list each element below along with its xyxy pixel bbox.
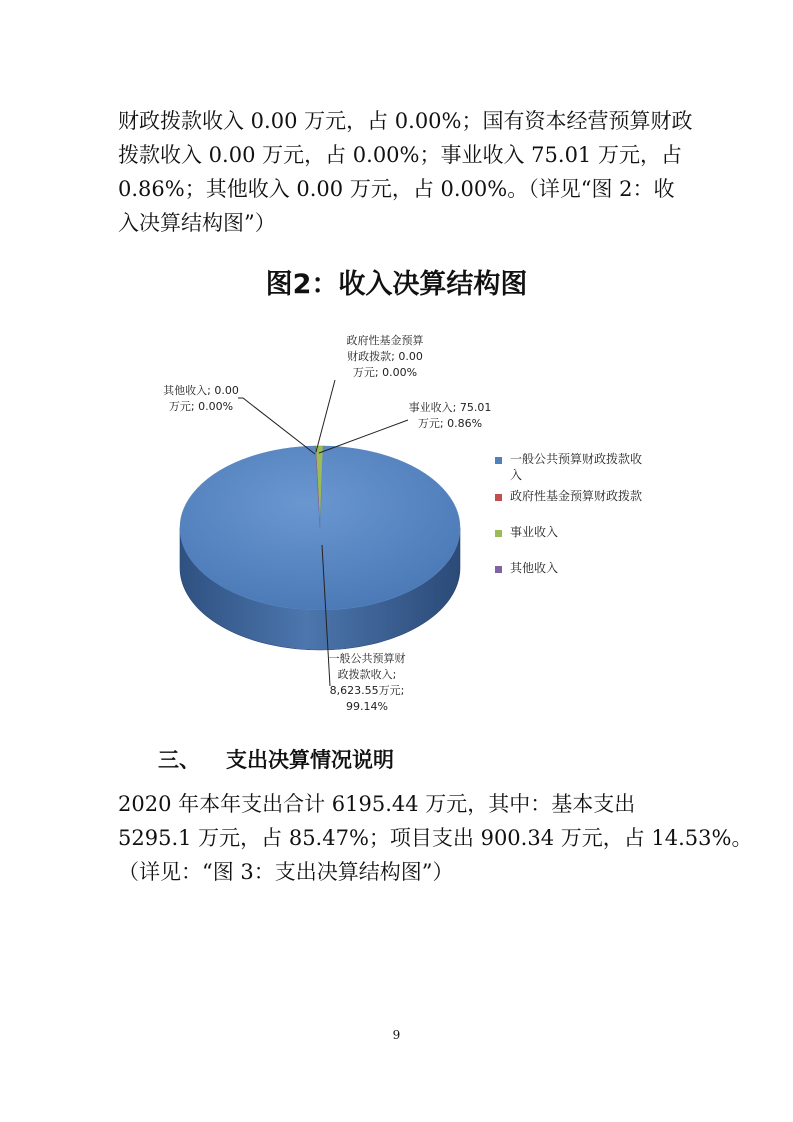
legend-label: 其他收入 <box>510 561 559 575</box>
paragraph-income-summary <box>118 104 693 240</box>
text-line: 5295.1 万元，占 85.47%；项目支出 900.34 万元，占 14.53%。 <box>118 826 753 850</box>
leader-other-income <box>238 398 315 454</box>
section-number: 三、 <box>158 748 200 772</box>
text-line: 入决算结构图”） <box>118 211 276 235</box>
legend-swatch <box>495 457 502 464</box>
label-gov-fund: 政府性基金预算财政拨款; 0.00 万元; 0.00% <box>346 334 424 379</box>
label-general-budget: 一般公共预算财政拨款收入; 8,623.55万元; 99.14% <box>328 652 406 713</box>
page-number: 9 <box>392 1028 401 1042</box>
legend-label: 事业收入 <box>510 525 559 539</box>
legend-item-general-budget <box>495 451 642 482</box>
legend-label: 一般公共预算财政拨款收入 <box>510 452 643 482</box>
text-line: 拨款收入 0.00 万元，占 0.00%；事业收入 75.01 万元，占 <box>118 143 682 167</box>
pie-body <box>180 446 460 650</box>
paragraph-expenditure-summary <box>118 787 753 889</box>
legend-swatch <box>495 494 502 501</box>
text-line: 2020 年本年支出合计 6195.44 万元，其中：基本支出 <box>118 792 636 816</box>
legend-item-business-income <box>495 524 558 539</box>
label-business-income: 事业收入; 75.01 万元; 0.86% <box>408 401 492 430</box>
income-pie-chart <box>0 300 793 740</box>
legend-label: 政府性基金预算财政拨款 <box>510 489 643 503</box>
section-title: 支出决算情况说明 <box>226 748 394 772</box>
legend-swatch <box>495 530 502 537</box>
leader-business-income <box>319 420 408 453</box>
chart-legend <box>495 451 642 575</box>
section-heading <box>158 744 394 774</box>
chart-title: 图2：收入决算结构图 <box>265 269 528 300</box>
label-other-income: 其他收入; 0.00 万元; 0.00% <box>163 384 239 413</box>
leader-gov-fund <box>316 380 335 452</box>
legend-item-gov-fund <box>495 488 642 503</box>
text-line: （详见：“图 3：支出决算结构图”） <box>118 860 454 884</box>
text-line: 财政拨款收入 0.00 万元，占 0.00%；国有资本经营预算财政 <box>118 109 693 133</box>
text-line: 0.86%；其他收入 0.00 万元，占 0.00%。（详见“图 2：收 <box>118 177 675 201</box>
legend-item-other-income <box>495 560 558 575</box>
legend-swatch <box>495 566 502 573</box>
